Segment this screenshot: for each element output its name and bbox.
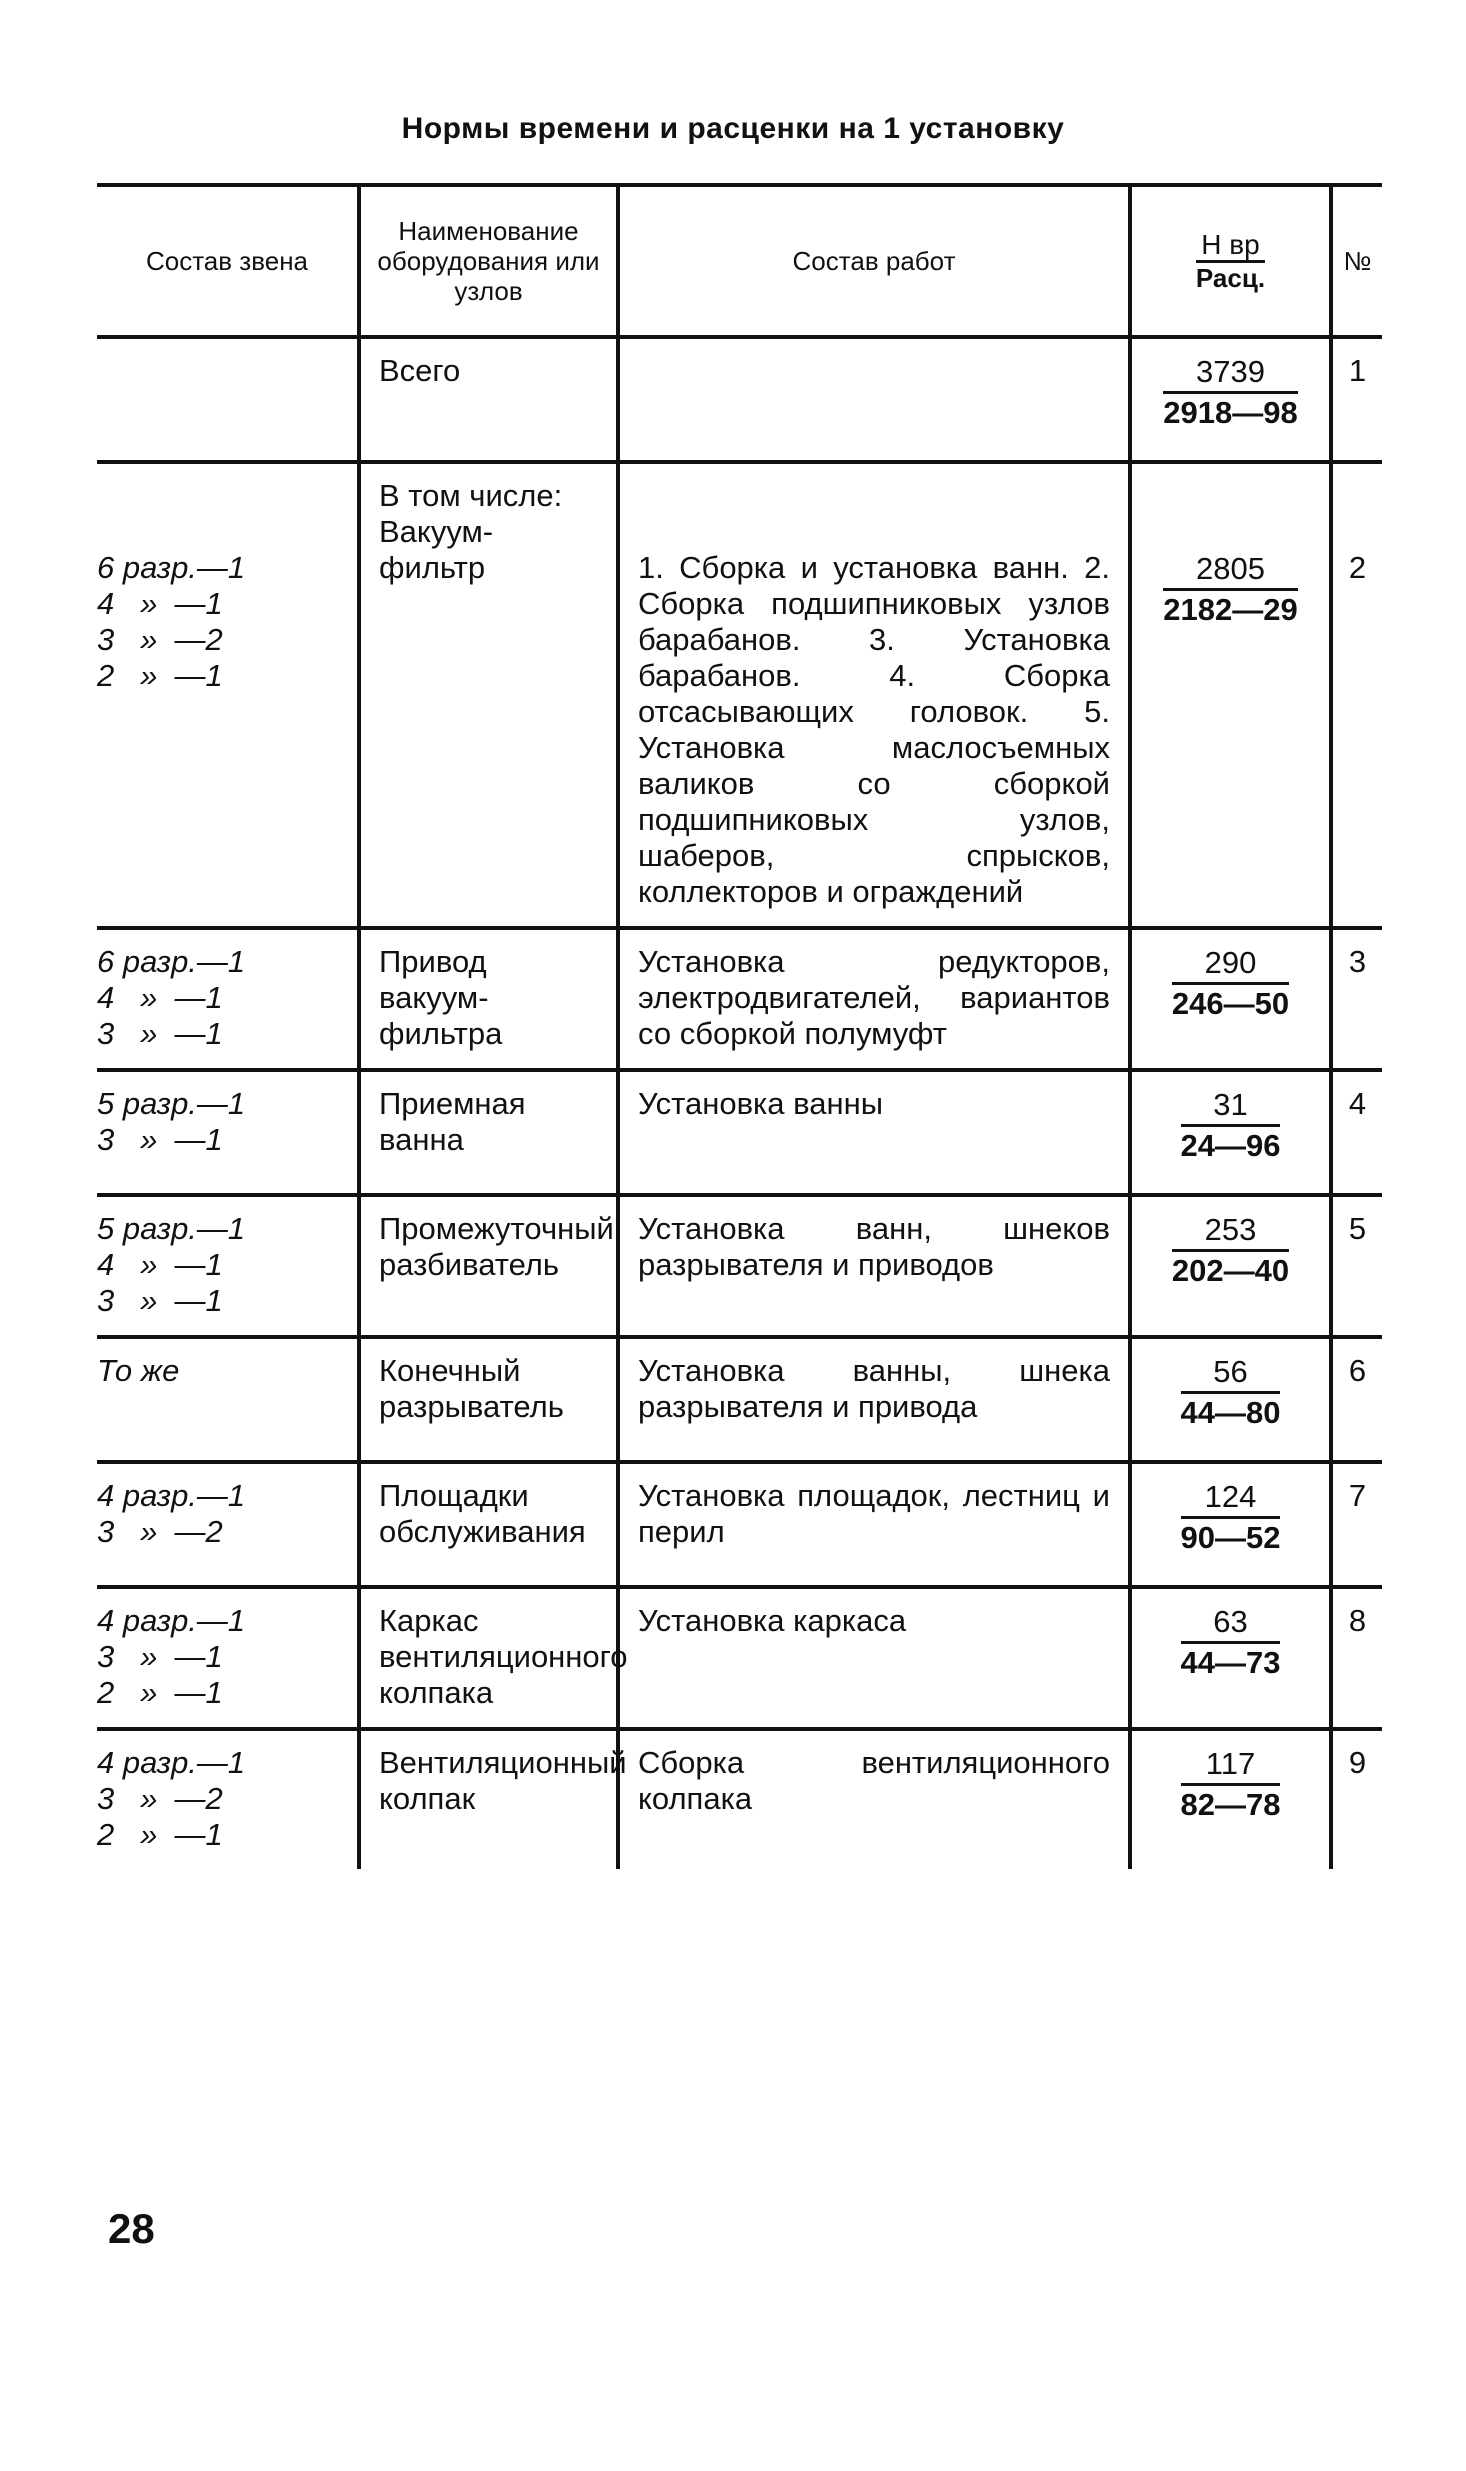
work-cell xyxy=(618,1337,1130,1462)
norm-rate: 82—78 xyxy=(1180,1787,1281,1822)
header-norm-rate: Расц. xyxy=(1195,262,1266,293)
equipment-line: Вентиляционный колпак xyxy=(379,1745,627,1816)
norm-cell xyxy=(1130,1070,1331,1195)
row-number: 3 xyxy=(1331,928,1382,1070)
brigade-line: 4 разр.—1 xyxy=(97,1745,246,1780)
work-cell xyxy=(618,928,1130,1070)
norm-hours: 290 xyxy=(1172,944,1289,985)
work-cell xyxy=(618,1729,1130,1869)
norm-fraction xyxy=(1163,550,1297,629)
equipment-line: Всего xyxy=(379,353,461,388)
brigade-line: 3 » —1 xyxy=(97,1639,223,1674)
brigade-line: То же xyxy=(97,1353,180,1388)
norm-rate: 2182—29 xyxy=(1163,592,1298,627)
equipment-line: Каркас вентиляционного колпака xyxy=(379,1603,628,1710)
brigade-cell xyxy=(97,462,359,928)
norms-table xyxy=(97,183,1382,1869)
header-work: Состав работ xyxy=(618,185,1130,337)
equipment-line: В том числе: xyxy=(379,478,563,513)
norm-hours: 124 xyxy=(1181,1478,1281,1519)
norm-cell xyxy=(1130,1337,1331,1462)
norm-rate: 24—96 xyxy=(1180,1128,1281,1163)
row-number: 7 xyxy=(1331,1462,1382,1587)
work-line: 1. Сборка и установка ванн. 2. Сборка подшипниковых узлов барабанов. 3. Установка барабанов. 4. Сборка отсасывающих головок. 5. Установка маслосъемных валиков со сборкой подшипниковых узлов, шаберов, спрысков, коллекторов и ограждений xyxy=(638,550,1110,909)
norm-fraction xyxy=(1181,1745,1281,1824)
norm-cell xyxy=(1130,337,1331,462)
brigade-line: 6 разр.—1 xyxy=(97,550,246,585)
work-cell xyxy=(618,1462,1130,1587)
equipment-cell xyxy=(359,1587,628,1729)
brigade-cell xyxy=(97,337,359,462)
brigade-cell xyxy=(97,1729,359,1869)
header-norm xyxy=(1130,185,1331,337)
equipment-cell xyxy=(359,337,618,462)
equipment-line: Промежуточный разбиватель xyxy=(379,1211,614,1282)
norm-fraction xyxy=(1163,353,1297,432)
row-number: 9 xyxy=(1331,1729,1382,1869)
page-number: 28 xyxy=(108,2205,155,2252)
table-row xyxy=(97,1070,1382,1195)
brigade-line: 4 разр.—1 xyxy=(97,1603,246,1638)
norm-rate: 202—40 xyxy=(1171,1253,1290,1288)
brigade-line: 3 » —2 xyxy=(97,1781,223,1816)
work-line: Сборка вентиляционного колпака xyxy=(638,1745,1110,1816)
brigade-line: 2 » —1 xyxy=(97,1675,223,1710)
norm-rate: 44—80 xyxy=(1180,1395,1281,1430)
row-number: 4 xyxy=(1331,1070,1382,1195)
norm-cell xyxy=(1130,1462,1331,1587)
table-header-row xyxy=(97,185,1382,337)
norm-hours: 31 xyxy=(1181,1086,1281,1127)
work-line: Установка площадок, лестниц и перил xyxy=(638,1478,1110,1549)
work-cell xyxy=(618,1070,1130,1195)
brigade-line: 3 » —2 xyxy=(97,622,223,657)
work-line: Установка ванны xyxy=(638,1086,884,1121)
equipment-cell xyxy=(359,928,618,1070)
work-cell xyxy=(618,1587,1130,1729)
table-row xyxy=(97,1729,1382,1869)
norm-hours: 3739 xyxy=(1163,353,1297,394)
header-equipment: Наименование оборудования или узлов xyxy=(359,185,618,337)
header-brigade: Состав звена xyxy=(97,185,359,337)
brigade-line: 3 » —1 xyxy=(97,1122,223,1157)
equipment-cell xyxy=(359,462,618,928)
brigade-line: 4 разр.—1 xyxy=(97,1478,246,1513)
equipment-cell xyxy=(359,1195,618,1337)
equipment-line: Конечный разрыватель xyxy=(379,1353,564,1424)
brigade-line: 4 » —1 xyxy=(97,586,223,621)
row-number: 5 xyxy=(1331,1195,1382,1337)
brigade-line: 5 разр.—1 xyxy=(97,1086,246,1121)
equipment-line: Вакуум-фильтр xyxy=(379,514,494,585)
norm-rate: 2918—98 xyxy=(1163,395,1298,430)
page-title: Нормы времени и расценки на 1 установку xyxy=(401,112,1065,145)
equipment-line: Привод вакуум-фильтра xyxy=(379,944,503,1051)
brigade-cell xyxy=(97,1070,359,1195)
brigade-line: 2 » —1 xyxy=(97,658,223,693)
work-cell xyxy=(618,1195,1130,1337)
work-line: Установка ванны, шнека разрывателя и привода xyxy=(638,1353,1110,1424)
brigade-line: 4 » —1 xyxy=(97,1247,223,1282)
norm-cell xyxy=(1130,928,1331,1070)
norm-cell xyxy=(1130,1195,1331,1337)
header-norm-hours: Н вр xyxy=(1196,230,1265,263)
norm-cell xyxy=(1130,1729,1331,1869)
table-row xyxy=(97,1337,1382,1462)
equipment-cell xyxy=(359,1729,627,1869)
brigade-cell xyxy=(97,1587,359,1729)
brigade-line: 4 » —1 xyxy=(97,980,223,1015)
norm-fraction xyxy=(1172,1211,1289,1290)
norm-hours: 56 xyxy=(1181,1353,1281,1394)
work-cell xyxy=(618,462,1130,928)
norm-rate: 44—73 xyxy=(1180,1645,1281,1680)
table-row xyxy=(97,337,1382,462)
brigade-cell xyxy=(97,1195,359,1337)
brigade-line: 3 » —1 xyxy=(97,1016,223,1051)
norm-fraction xyxy=(1181,1086,1281,1165)
table-row xyxy=(97,1462,1382,1587)
brigade-cell xyxy=(97,1337,359,1462)
norm-hours: 63 xyxy=(1181,1603,1281,1644)
equipment-line: Площадки обслуживания xyxy=(379,1478,586,1549)
norm-hours: 117 xyxy=(1181,1745,1281,1786)
row-number: 2 xyxy=(1331,462,1382,928)
norm-rate: 246—50 xyxy=(1171,986,1290,1021)
norm-cell xyxy=(1130,1587,1331,1729)
brigade-line: 3 » —1 xyxy=(97,1283,223,1318)
table-row xyxy=(97,928,1382,1070)
header-number: № xyxy=(1331,185,1382,337)
norm-fraction xyxy=(1181,1478,1281,1557)
equipment-cell xyxy=(359,1070,618,1195)
table-row xyxy=(97,1587,1382,1729)
brigade-line: 3 » —2 xyxy=(97,1514,223,1549)
work-line: Установка редукторов, электродвигателей, вариантов со сборкой полумуфт xyxy=(638,944,1110,1051)
equipment-cell xyxy=(359,1462,618,1587)
row-number: 6 xyxy=(1331,1337,1382,1462)
brigade-line: 5 разр.—1 xyxy=(97,1211,246,1246)
header-norm-fraction xyxy=(1196,230,1265,293)
norm-rate: 90—52 xyxy=(1180,1520,1281,1555)
norm-fraction xyxy=(1181,1603,1281,1682)
row-number: 1 xyxy=(1331,337,1382,462)
equipment-line: Приемная ванна xyxy=(379,1086,526,1157)
work-cell xyxy=(618,337,1130,462)
equipment-cell xyxy=(359,1337,618,1462)
brigade-cell xyxy=(97,1462,359,1587)
work-line: Установка каркаса xyxy=(638,1603,907,1638)
row-number: 8 xyxy=(1331,1587,1382,1729)
norm-cell xyxy=(1130,462,1331,928)
table-row xyxy=(97,462,1382,928)
brigade-line: 6 разр.—1 xyxy=(97,944,246,979)
norm-fraction xyxy=(1172,944,1289,1023)
work-line: Установка ванн, шнеков разрывателя и приводов xyxy=(638,1211,1110,1282)
brigade-cell xyxy=(97,928,359,1070)
table-row xyxy=(97,1195,1382,1337)
norm-hours: 253 xyxy=(1172,1211,1289,1252)
norm-hours: 2805 xyxy=(1163,550,1297,591)
norm-fraction xyxy=(1181,1353,1281,1432)
brigade-line: 2 » —1 xyxy=(97,1817,223,1852)
